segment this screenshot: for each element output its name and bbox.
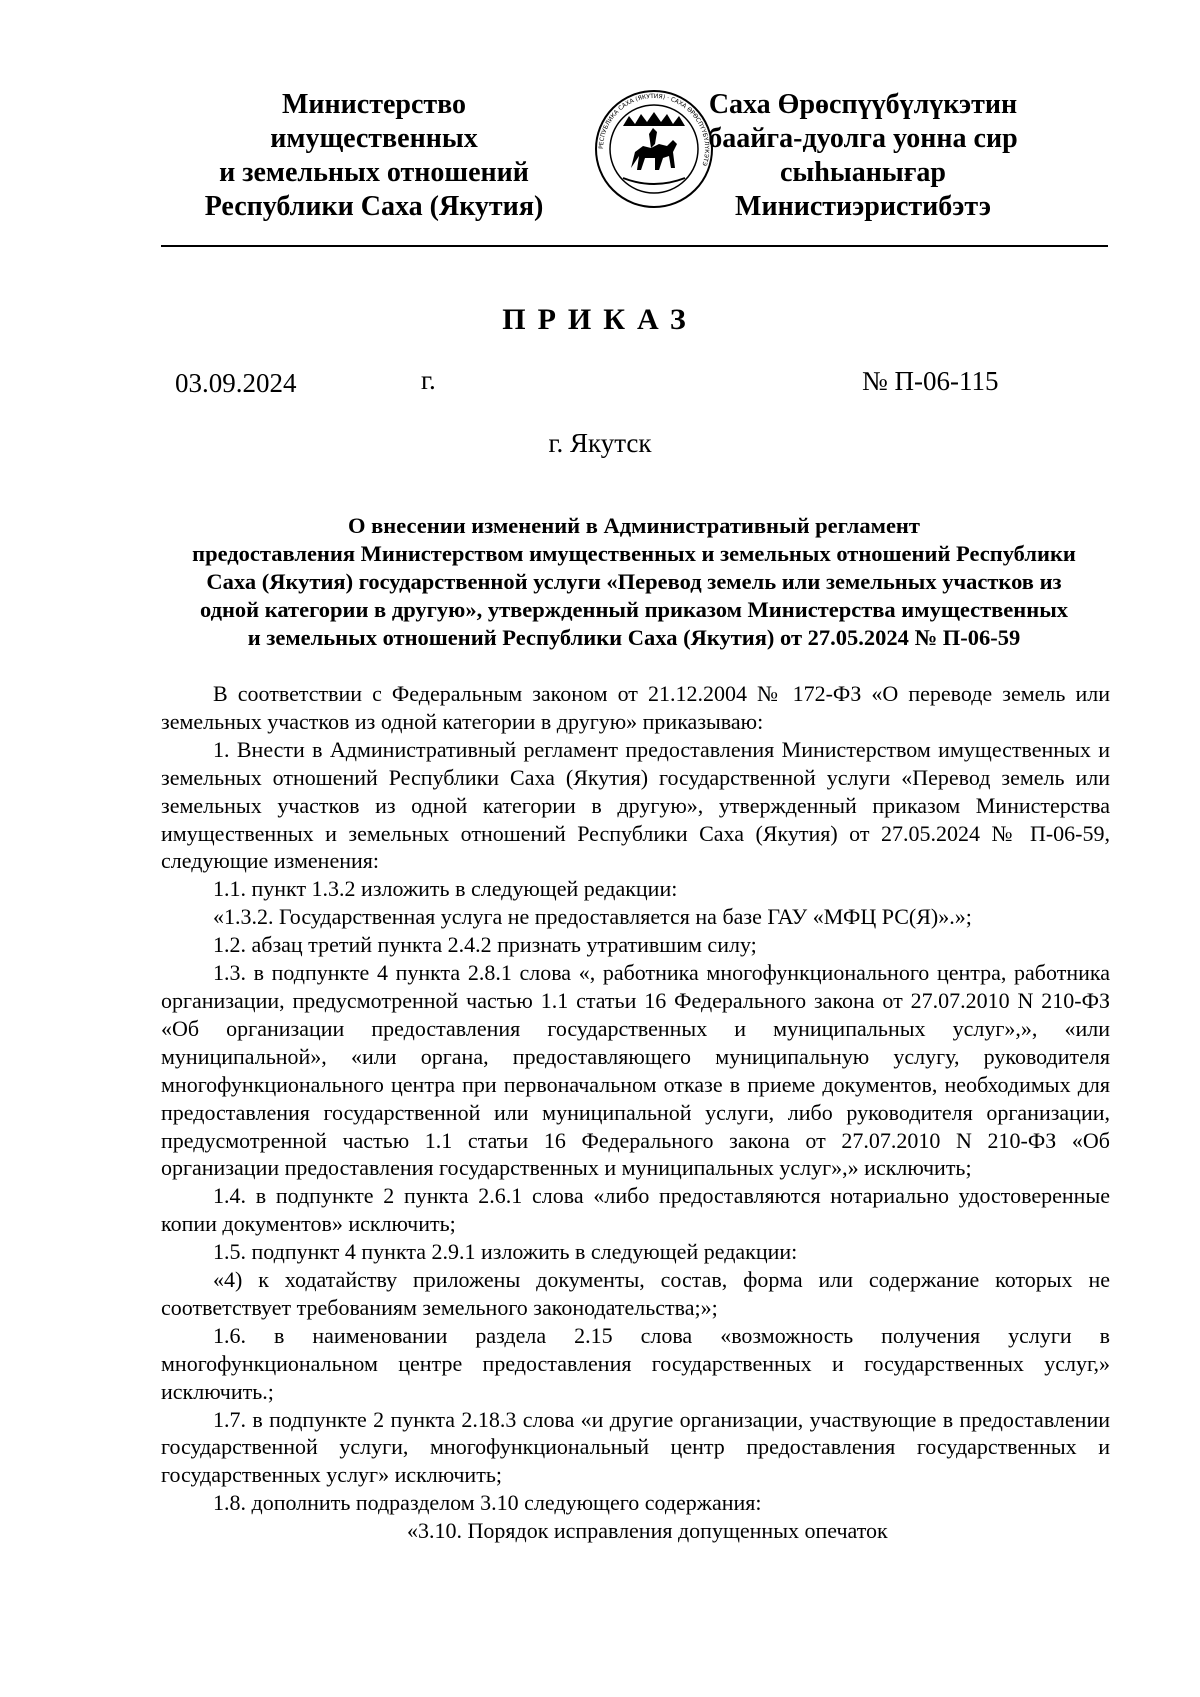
header-divider [161,245,1108,247]
order-heading [160,512,1108,652]
ministry-name-yakut [683,88,1043,224]
body-paragraph: 1.2. абзац третий пункта 2.4.2 признать утратившим силу; [213,932,757,958]
body-paragraph: 1.8. дополнить подразделом 3.10 следующего содержания: [213,1490,762,1516]
body-paragraph: 1.7. в подпункте 2 пункта 2.18.3 слова «и другие организации, участвующие в предоставлении государственной услуги, многофункциональный центр предоставления государственных и государственных услуг» исключить; [161,1406,1110,1488]
heading-line: Саха (Якутия) государственной услуги «Перевод земель или земельных участков из [206,569,1062,594]
body-paragraph: 1. Внести в Административный регламент предоставления Министерством имущественных и земельных отношений Республики Саха (Якутия) государственной услуги «Перевод земель или земельных участков из одной категории в другую», утвержденный приказом Министерства имущественных и земельных отношений Республики Саха (Якутия) от 27.05.2024 № П-06-59, следующие изменения: [161,736,1110,874]
header-right-line: Министиэристибэтэ [735,191,991,222]
body-paragraph: 1.6. в наименовании раздела 2.15 слова «возможность получения услуги в многофункциональном центре предоставления государственных и государственных услуг,» исключить.; [161,1322,1110,1404]
order-body [161,680,1110,1545]
header-left-line: Министерство [281,89,467,120]
header-right-line: баайга-дуолга уонна сир [708,123,1018,154]
header-left-line: имущественных [270,123,478,154]
order-city: г. Якутск [548,428,652,458]
order-date: 03.09.2024 [175,368,297,398]
order-number: № П-06-115 [862,366,999,396]
body-paragraph: «1.3.2. Государственная услуга не предоставляется на базе ГАУ «МФЦ РС(Я)».»; [213,904,972,930]
header-right-line: сыһыанығар [779,157,946,188]
year-suffix: г. [421,365,436,395]
header-left-line: Республики Саха (Якутия) [204,191,544,222]
heading-line: одной категории в другую», утвержденный приказом Министерства имущественных [199,597,1069,622]
body-paragraph: 1.1. пункт 1.3.2 изложить в следующей редакции: [213,876,678,902]
body-paragraph: 1.4. в подпункте 2 пункта 2.6.1 слова «либо предоставляются нотариально удостоверенные копии документов» исключить; [161,1183,1110,1237]
body-paragraph: 1.5. подпункт 4 пункта 2.9.1 изложить в следующей редакции: [213,1239,798,1265]
body-paragraph: «4) к ходатайству приложены документы, состав, форма или содержание которых не соответствует требованиям земельного законодательства;»; [161,1267,1110,1320]
header-right-line: Саха Өрөспүүбүлүкэтин [708,89,1018,120]
document-title: ПРИКАЗ [502,303,698,336]
heading-line: О внесении изменений в Административный регламент [348,513,920,538]
subsection-title: «3.10. Порядок исправления допущенных опечаток [407,1518,888,1544]
body-paragraph: В соответствии с Федеральным законом от 21.12.2004 № 172-ФЗ «О переводе земель или земельных участков из одной категории в другую» приказываю: [161,681,1110,734]
emblem-ring-text: РЕСПУБЛИКА САХА (ЯКУТИЯ) · САХА ӨРӨСПҮҮБҮЛҮКЭТЭ [597,92,711,167]
heading-line: и земельных отношений Республики Саха (Якутия) от 27.05.2024 № П-06-59 [247,625,1021,650]
body-paragraph: 1.3. в подпункте 4 пункта 2.8.1 слова «, работника многофункционального центра, работника организации, предусмотренной частью 1.1 статьи 16 Федерального закона от 27.07.2010 N 210-ФЗ «Об организации предоставления государственных и муниципальных услуг»,», «или муниципальной», «или органа, предоставляющего муниципальную услугу, руководителя многофункционального центра при первоначальном отказе в приеме документов, необходимых для предоставления государственной или муниципальной услуги, либо руководителя организации, предусмотренной частью 1.1 статьи 16 Федерального закона от 27.07.2010 N 210-ФЗ «Об организации предоставления государственных и муниципальных услуг»,» исключить; [161,960,1110,1181]
ministry-name-russian [174,88,574,224]
heading-line: предоставления Министерством имущественных и земельных отношений Республики [192,541,1076,566]
header-left-line: и земельных отношений [219,157,529,188]
